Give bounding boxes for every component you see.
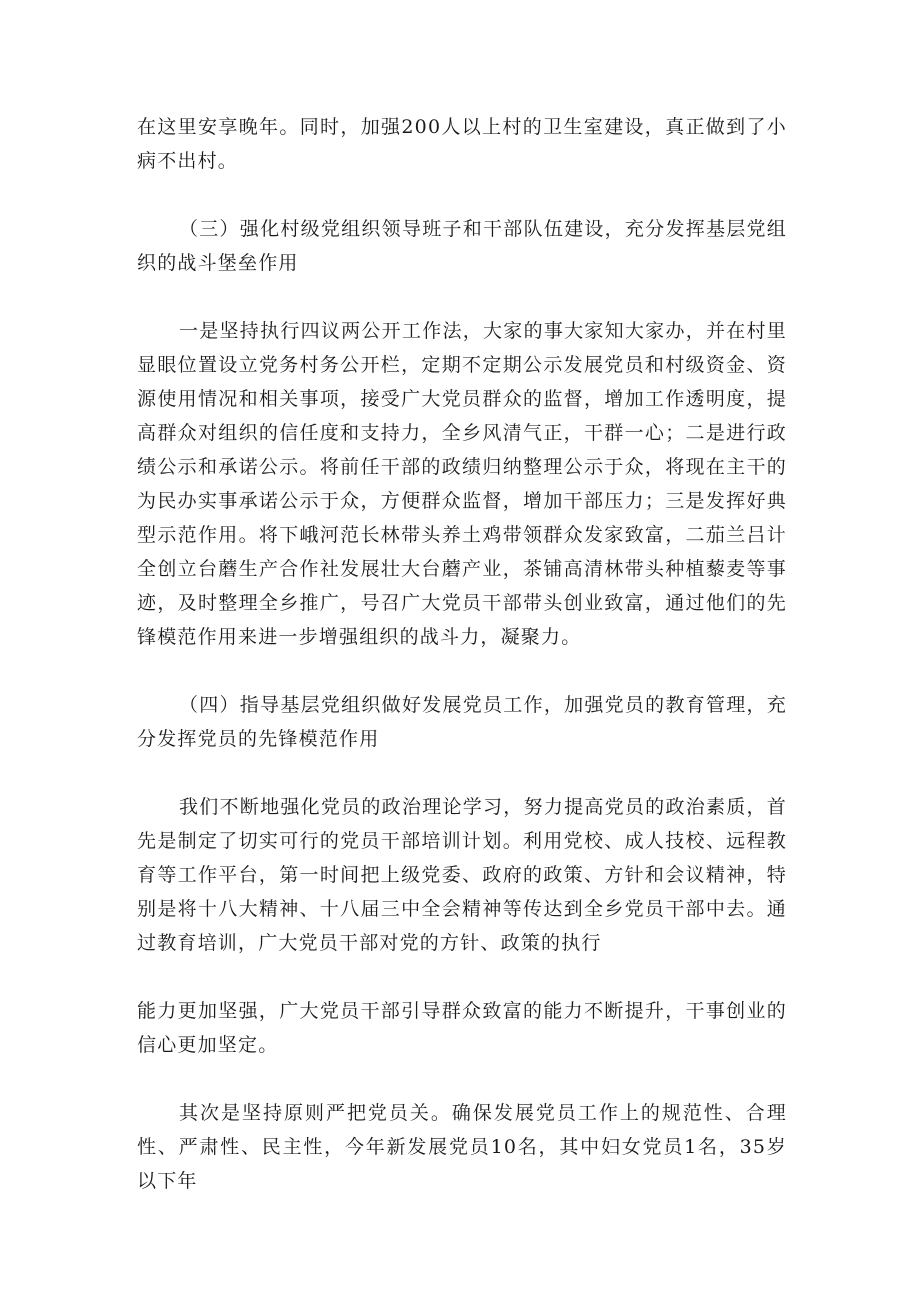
paragraph-capability-improvement: 能力更加坚强，广大党员干部引导群众致富的能力不断提升，干事创业的信心更加坚定。	[137, 1000, 787, 1056]
heading-section-four: （四）指导基层党组织做好发展党员工作，加强党员的教育管理，充分发挥党员的先锋模范作用	[137, 694, 787, 750]
paragraph-member-admission: 其次是坚持原则严把党员关。确保发展党员工作上的规范性、合理性、严肃性、民主性，今年新发展党员10名，其中妇女党员1名，35岁以下年	[137, 1102, 787, 1192]
paragraph-party-education: 我们不断地强化党员的政治理论学习，努力提高党员的政治素质，首先是制定了切实可行的党员干部培训计划。利用党校、成人技校、远程教育等工作平台，第一时间把上级党委、政府的政策、方针和会议精神，特别是将十八大精神、十八届三中全会精神等传达到全乡党员干部中去。通过教育培训，广大党员干部对党的方针、政策的执行	[137, 796, 787, 954]
paragraph-publicity-work: 一是坚持执行四议两公开工作法，大家的事大家知大家办，并在村里显眼位置设立党务村务公开栏，定期不定期公示发展党员和村级资金、资源使用情况和相关事项，接受广大党员群众的监督，增加工作透明度，提高群众对组织的信任度和支持力，全乡风清气正，干群一心；二是进行政绩公示和承诺公示。将前任干部的政绩归纳整理公示于众，将现在主干的为民办实事承诺公示于众，方便群众监督，增加干部压力；三是发挥好典型示范作用。将下峨河范长林带头养土鸡带领群众发家致富，二茄兰吕计全创立台蘑生产合作社发展壮大台蘑产业，茶铺高清林带头种植藜麦等事迹，及时整理全乡推广，号召广大党员干部带头创业致富，通过他们的先锋模范作用来进一步增强组织的战斗力，凝聚力。	[137, 320, 787, 648]
paragraph-clinic-construction: 在这里安享晚年。同时，加强200人以上村的卫生室建设，真正做到了小病不出村。	[137, 116, 787, 172]
heading-section-three: （三）强化村级党组织领导班子和干部队伍建设，充分发挥基层党组织的战斗堡垒作用	[137, 218, 787, 274]
